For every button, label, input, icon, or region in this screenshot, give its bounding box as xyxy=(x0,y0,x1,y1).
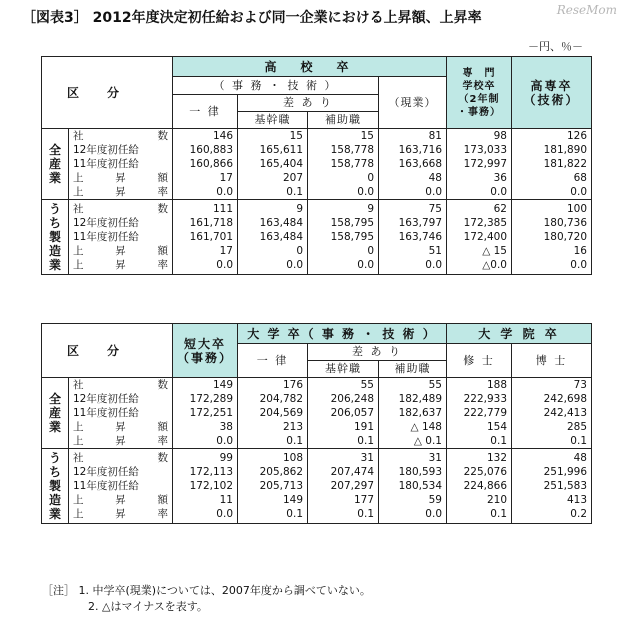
row-label xyxy=(69,392,172,406)
row-label-part: 昇 xyxy=(115,172,126,184)
row-label xyxy=(69,507,172,521)
value: 180,720 xyxy=(543,231,587,243)
row-label-part: 上 xyxy=(73,435,84,447)
value: 146 xyxy=(212,130,233,142)
value: 0.1 xyxy=(570,435,587,447)
value: 0.0 xyxy=(216,508,233,520)
value: 181,890 xyxy=(543,144,587,156)
header-kousen: 高専卒 （技術） xyxy=(512,57,592,129)
value: 165,611 xyxy=(259,144,303,156)
section-label-char: 産 xyxy=(48,406,61,420)
section-row xyxy=(42,378,592,449)
value: 413 xyxy=(566,494,587,506)
row-label-part: 上 xyxy=(73,186,84,198)
value: 222,779 xyxy=(463,407,507,419)
row-labels xyxy=(69,378,173,449)
value: 225,076 xyxy=(463,466,507,478)
value: 158,795 xyxy=(330,217,374,229)
section-label-char: ち xyxy=(48,216,61,230)
value: 0.0 xyxy=(425,186,442,198)
kubun-header: 区分 xyxy=(42,57,173,129)
table-highschool-vocational xyxy=(41,56,592,275)
value: 0 xyxy=(367,172,374,184)
value: 59 xyxy=(428,494,442,506)
value: △ 15 xyxy=(482,245,507,257)
value: 242,413 xyxy=(543,407,587,419)
row-label-part: 額 xyxy=(157,245,168,257)
row-label xyxy=(69,406,172,420)
table-body xyxy=(42,378,592,524)
page-title: ［図表3］ 2012年度決定初任給および同一企業における上昇額、上昇率 xyxy=(22,10,482,26)
value: 222,933 xyxy=(463,393,507,405)
row-label xyxy=(69,244,172,258)
section-label-char: 業 xyxy=(48,507,61,521)
value-cell xyxy=(512,378,592,449)
value: 48 xyxy=(573,452,587,464)
value: 55 xyxy=(360,379,374,391)
value: 17 xyxy=(219,172,233,184)
header-tandai: 短大卒 （事務） xyxy=(173,324,238,378)
value: 172,113 xyxy=(189,466,233,478)
value-cell xyxy=(238,200,308,275)
value-cell xyxy=(308,378,379,449)
header-shushi: 修 士 xyxy=(447,344,512,378)
value: 0.1 xyxy=(286,186,303,198)
header-hojoshoku: 補助職 xyxy=(308,112,379,129)
value-cell xyxy=(173,129,238,200)
value: 0.1 xyxy=(490,508,507,520)
value: 0 xyxy=(296,245,303,257)
table-body xyxy=(42,129,592,275)
value: 0.1 xyxy=(490,435,507,447)
value-cell xyxy=(447,200,512,275)
value-cell xyxy=(512,129,592,200)
value: 251,583 xyxy=(543,480,587,492)
row-label-part: 昇 xyxy=(115,259,126,271)
value: 149 xyxy=(212,379,233,391)
value: 0.0 xyxy=(216,435,233,447)
value: 9 xyxy=(367,203,374,215)
row-label xyxy=(69,185,172,199)
section-row xyxy=(42,129,592,200)
value: 160,883 xyxy=(189,144,233,156)
header-ichiritsu: 一 律 xyxy=(238,344,308,378)
value: 31 xyxy=(360,452,374,464)
value: 132 xyxy=(486,452,507,464)
value: 0.0 xyxy=(425,508,442,520)
value: 172,997 xyxy=(463,158,507,170)
value: 180,593 xyxy=(398,466,442,478)
value: △ 0.1 xyxy=(413,435,442,447)
row-label-part: 率 xyxy=(157,186,168,198)
row-label-part: 12年度初任給 xyxy=(73,466,139,478)
value-cell xyxy=(379,378,447,449)
value: 0.0 xyxy=(490,186,507,198)
row-label-part: 11年度初任給 xyxy=(73,231,139,243)
section-label-char: ち xyxy=(48,465,61,479)
header-hojoshoku: 補助職 xyxy=(379,361,447,378)
row-label-part: 11年度初任給 xyxy=(73,407,139,419)
value: 9 xyxy=(296,203,303,215)
value: 51 xyxy=(428,245,442,257)
row-label-part: 数 xyxy=(157,452,168,464)
value: 182,489 xyxy=(398,393,442,405)
value: 161,701 xyxy=(189,231,233,243)
section-row xyxy=(42,449,592,524)
header-sa-ari: 差 あ り xyxy=(308,344,447,361)
section-label-char: う xyxy=(48,451,61,465)
row-label-part: 数 xyxy=(157,379,168,391)
header-daigaku: 大 学 卒（ 事 務 ・ 技 術 ） xyxy=(238,324,447,344)
section-row xyxy=(42,200,592,275)
header-kikanshoku: 基幹職 xyxy=(238,112,308,129)
value: 16 xyxy=(573,245,587,257)
row-label xyxy=(69,420,172,434)
row-label-part: 11年度初任給 xyxy=(73,158,139,170)
value: 163,716 xyxy=(398,144,442,156)
row-label-part: 昇 xyxy=(115,186,126,198)
value-cell xyxy=(238,378,308,449)
row-label xyxy=(69,202,172,216)
value: 55 xyxy=(428,379,442,391)
section-label xyxy=(42,129,69,200)
row-label-part: 数 xyxy=(157,130,168,142)
value: 98 xyxy=(493,130,507,142)
value: 0.1 xyxy=(357,508,374,520)
value: 188 xyxy=(486,379,507,391)
value-cell xyxy=(308,200,379,275)
header-gengyou: （現業） xyxy=(379,77,447,129)
section-label-char: 製 xyxy=(48,479,61,493)
row-label-part: 額 xyxy=(157,172,168,184)
value: 172,289 xyxy=(189,393,233,405)
header-daigakuin: 大 学 院 卒 xyxy=(447,324,592,344)
value: 0.0 xyxy=(570,259,587,271)
row-label-part: 上 xyxy=(73,245,84,257)
value: 158,778 xyxy=(330,144,374,156)
value-cell xyxy=(238,129,308,200)
section-label-char: 製 xyxy=(48,230,61,244)
value: 15 xyxy=(360,130,374,142)
row-label-part: 12年度初任給 xyxy=(73,144,139,156)
value: 31 xyxy=(428,452,442,464)
row-label-part: 12年度初任給 xyxy=(73,217,139,229)
row-label xyxy=(69,143,172,157)
value: 163,797 xyxy=(398,217,442,229)
value: 204,569 xyxy=(259,407,303,419)
value: 68 xyxy=(573,172,587,184)
value-cell xyxy=(238,449,308,524)
section-label xyxy=(42,449,69,524)
header-ichiritsu: 一 律 xyxy=(173,95,238,129)
section-label-char: 全 xyxy=(48,392,61,406)
value: 17 xyxy=(219,245,233,257)
unit-label: －円、％－ xyxy=(528,40,583,53)
value: 0.0 xyxy=(286,259,303,271)
value: 126 xyxy=(566,130,587,142)
row-label-part: 昇 xyxy=(115,508,126,520)
value: 204,782 xyxy=(259,393,303,405)
value: 11 xyxy=(219,494,233,506)
resemom-logo: ReseMom xyxy=(556,3,617,17)
value: 0.0 xyxy=(570,186,587,198)
value-cell xyxy=(379,129,447,200)
value: 206,248 xyxy=(330,393,374,405)
value: 207 xyxy=(282,172,303,184)
value: 213 xyxy=(282,421,303,433)
section-label xyxy=(42,200,69,275)
row-label-part: 額 xyxy=(157,421,168,433)
value: 158,795 xyxy=(330,231,374,243)
value: 62 xyxy=(493,203,507,215)
row-label-part: 率 xyxy=(157,259,168,271)
row-label-part: 社 xyxy=(73,130,84,142)
row-label xyxy=(69,230,172,244)
row-label xyxy=(69,434,172,448)
value: 0.1 xyxy=(357,435,374,447)
value-cell xyxy=(173,378,238,449)
row-label xyxy=(69,465,172,479)
value: 180,534 xyxy=(398,480,442,492)
row-label-part: 昇 xyxy=(115,494,126,506)
value: 173,033 xyxy=(463,144,507,156)
table-college-university xyxy=(41,323,592,524)
value: 48 xyxy=(428,172,442,184)
section-label-char: 業 xyxy=(48,171,61,185)
header-jimu-gijutsu: （ 事 務 ・ 技 術 ） xyxy=(173,77,379,95)
section-label-char: 産 xyxy=(48,157,61,171)
value: 163,746 xyxy=(398,231,442,243)
value-cell xyxy=(512,200,592,275)
row-label-part: 率 xyxy=(157,508,168,520)
row-label-part: 昇 xyxy=(115,421,126,433)
value: 285 xyxy=(566,421,587,433)
notes xyxy=(42,583,371,615)
row-label-part: 社 xyxy=(73,452,84,464)
value: 224,866 xyxy=(463,480,507,492)
value: 149 xyxy=(282,494,303,506)
value-cell xyxy=(173,200,238,275)
row-label xyxy=(69,493,172,507)
value: 180,736 xyxy=(543,217,587,229)
kubun-header: 区分 xyxy=(42,324,173,378)
value-cell xyxy=(379,449,447,524)
value: 0 xyxy=(367,245,374,257)
value: 154 xyxy=(486,421,507,433)
value-cell xyxy=(173,449,238,524)
value: 73 xyxy=(573,379,587,391)
value: 205,862 xyxy=(259,466,303,478)
value: △0.0 xyxy=(482,259,507,271)
row-label-part: 社 xyxy=(73,379,84,391)
value-cell xyxy=(447,378,512,449)
row-label-part: 率 xyxy=(157,435,168,447)
row-label-part: 上 xyxy=(73,494,84,506)
value-cell xyxy=(308,129,379,200)
value: △ 148 xyxy=(410,421,442,433)
row-label-part: 上 xyxy=(73,259,84,271)
note-item: 2. △はマイナスを表す。 xyxy=(88,600,208,613)
value: 0.0 xyxy=(357,259,374,271)
header-kikanshoku: 基幹職 xyxy=(308,361,379,378)
value: 210 xyxy=(486,494,507,506)
row-label xyxy=(69,157,172,171)
value: 0.1 xyxy=(286,508,303,520)
value: 163,668 xyxy=(398,158,442,170)
row-label-part: 昇 xyxy=(115,245,126,257)
value: 75 xyxy=(428,203,442,215)
row-label-part: 12年度初任給 xyxy=(73,393,139,405)
section-label-char: う xyxy=(48,202,61,216)
row-label-part: 上 xyxy=(73,172,84,184)
value: 242,698 xyxy=(543,393,587,405)
value: 0.0 xyxy=(216,186,233,198)
row-label xyxy=(69,479,172,493)
value: 160,866 xyxy=(189,158,233,170)
value-cell xyxy=(447,129,512,200)
value: 177 xyxy=(353,494,374,506)
value: 182,637 xyxy=(398,407,442,419)
section-label-char: 業 xyxy=(48,420,61,434)
value: 191 xyxy=(353,421,374,433)
value: 158,778 xyxy=(330,158,374,170)
value: 163,484 xyxy=(259,217,303,229)
notes-prefix: ［注］ xyxy=(42,584,75,597)
value: 15 xyxy=(289,130,303,142)
section-label-char: 造 xyxy=(48,493,61,507)
row-label xyxy=(69,171,172,185)
value: 99 xyxy=(219,452,233,464)
row-label xyxy=(69,451,172,465)
section-label xyxy=(42,378,69,449)
header-senmon: 専 門 学校卒 （2年制 ・事務） xyxy=(447,57,512,129)
section-label-char: 全 xyxy=(48,143,61,157)
value-cell xyxy=(308,449,379,524)
value: 251,996 xyxy=(543,466,587,478)
value: 205,713 xyxy=(259,480,303,492)
row-label-part: 額 xyxy=(157,494,168,506)
row-label-part: 社 xyxy=(73,203,84,215)
value: 165,404 xyxy=(259,158,303,170)
value: 111 xyxy=(212,203,233,215)
value: 0.0 xyxy=(216,259,233,271)
section-label-char: 業 xyxy=(48,258,61,272)
value: 207,297 xyxy=(330,480,374,492)
row-label-part: 数 xyxy=(157,203,168,215)
value: 172,251 xyxy=(189,407,233,419)
value: 172,400 xyxy=(463,231,507,243)
row-label-part: 11年度初任給 xyxy=(73,480,139,492)
header-koukousotsu: 高 校 卒 xyxy=(173,57,447,77)
value: 206,057 xyxy=(330,407,374,419)
value: 163,484 xyxy=(259,231,303,243)
row-label xyxy=(69,129,172,143)
row-label-part: 昇 xyxy=(115,435,126,447)
row-label-part: 上 xyxy=(73,508,84,520)
value: 100 xyxy=(566,203,587,215)
row-label xyxy=(69,378,172,392)
row-labels xyxy=(69,449,173,524)
note-item: 1. 中学卒(現業)については、2007年度から調べていない。 xyxy=(78,584,371,597)
value: 172,102 xyxy=(189,480,233,492)
section-label-char: 造 xyxy=(48,244,61,258)
header-sa-ari: 差 あ り xyxy=(238,95,379,112)
row-label-part: 上 xyxy=(73,421,84,433)
value: 207,474 xyxy=(330,466,374,478)
value: 0.0 xyxy=(425,259,442,271)
value-cell xyxy=(447,449,512,524)
value: 161,718 xyxy=(189,217,233,229)
value: 0.2 xyxy=(570,508,587,520)
row-label xyxy=(69,258,172,272)
value: 0.0 xyxy=(357,186,374,198)
value: 36 xyxy=(493,172,507,184)
row-labels xyxy=(69,200,173,275)
value: 172,385 xyxy=(463,217,507,229)
value: 176 xyxy=(282,379,303,391)
value: 81 xyxy=(428,130,442,142)
row-labels xyxy=(69,129,173,200)
header-hakase: 博 士 xyxy=(512,344,592,378)
value: 181,822 xyxy=(543,158,587,170)
value: 0.1 xyxy=(286,435,303,447)
row-label xyxy=(69,216,172,230)
value: 38 xyxy=(219,421,233,433)
value-cell xyxy=(379,200,447,275)
value: 108 xyxy=(282,452,303,464)
value-cell xyxy=(512,449,592,524)
